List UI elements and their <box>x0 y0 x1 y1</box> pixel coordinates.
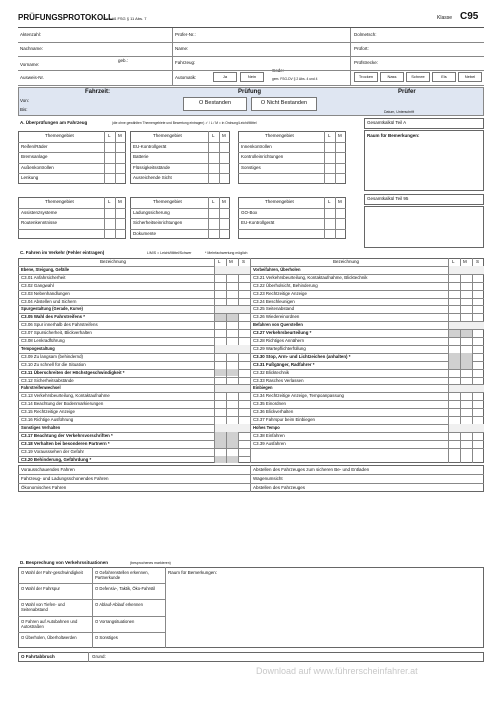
c-item: C3.21 Verkehrsbeurteilung, Kontaktaufnahme, Blicktechnik <box>253 274 368 280</box>
c-item: Befahren von Querstellen <box>253 322 303 328</box>
section-c-title: C. Fahren im Verkehr (Fehler eintragen) <box>20 250 105 255</box>
page-title: PRÜFUNGSPROTOKOLL <box>18 13 113 22</box>
c-score-cell[interactable] <box>448 353 484 361</box>
c-head-M: M <box>463 259 467 264</box>
c-score-cell[interactable] <box>214 337 250 345</box>
c-mid-line <box>250 465 251 492</box>
a-item: EU-Kontrollgerät <box>241 220 275 225</box>
c-item: C3.14 Beachtung der Bodenmarkierungen <box>21 401 104 407</box>
c-score-cell[interactable] <box>448 416 484 424</box>
section-d-title: D. Besprechung von Verkehrssituationen <box>20 560 109 565</box>
bemerkungen-d-label: Raum für Bemerkungen: <box>168 570 218 575</box>
a-item: Außenkontrollen <box>21 164 54 170</box>
page-subtitle: Gemäß FSG § 11 Abs. 7 <box>103 16 147 21</box>
a-score-cell[interactable] <box>104 163 126 174</box>
a-item: Flüssigkeitsstände <box>133 164 171 170</box>
a-score-cell[interactable] <box>208 208 230 219</box>
a-col-L: L <box>328 199 331 204</box>
c-header-shade <box>449 385 484 392</box>
a-col-L: L <box>108 199 111 204</box>
gesamtkalkuel-95-label: Gesamtkalkül Teil 95 <box>367 196 409 201</box>
c-item: C3.05 Wahl des Fahrstreifens * <box>21 314 86 320</box>
c-item: C3.37 Fahrspur beim Einbiegen <box>253 417 315 422</box>
bestanden-button[interactable]: O Bestanden <box>183 97 247 111</box>
a-item: Kontrolleinrichtungen <box>241 154 284 159</box>
a-score-cell[interactable] <box>104 142 126 153</box>
d-row-line <box>92 583 165 584</box>
a-score-cell[interactable] <box>324 163 346 174</box>
a-col-M: M <box>222 199 226 204</box>
bemerkungen-95-box[interactable] <box>364 206 484 248</box>
c-header-shade <box>449 266 484 273</box>
c-score-cell[interactable] <box>448 440 484 448</box>
a-item: Sonstiges <box>241 164 261 170</box>
c-score-cell[interactable] <box>448 329 484 337</box>
a-col-M: M <box>222 133 226 138</box>
c-score-cell[interactable] <box>448 377 484 385</box>
c-item: C3.33 Rasches Verlassen <box>253 377 304 383</box>
c-head-L: L <box>452 259 455 264</box>
c-item: C3.04 Abstellen und Sichern <box>21 298 77 304</box>
c-item: C3.20 Behinderung, Gefährdung * <box>21 456 92 462</box>
d-option-left[interactable]: O Fahren auf Autobahnen und Autostraßen <box>21 618 78 629</box>
a-item: Routenkenntnisse <box>21 220 58 225</box>
weather-2-button[interactable]: Schnee <box>406 72 430 82</box>
a-item: Dokumente <box>133 230 157 236</box>
d-row-line <box>18 599 92 600</box>
a-item: Batterie <box>133 154 149 159</box>
d-row-line <box>18 632 92 633</box>
d-option-left[interactable]: O Überholen, Überholtwerden <box>21 634 77 640</box>
c-score-cell[interactable] <box>214 282 250 290</box>
section-a-title: A. Überprüfungen am Fahrzeug <box>20 120 88 125</box>
c-header-shade <box>449 424 484 431</box>
c-item: C3.22 Überholsicht, Behinderung <box>253 282 318 288</box>
ausweis-label: Ausweis-Nr. <box>20 75 45 80</box>
d-option-right[interactable]: O Ablauf-Ablauf erkennen <box>95 602 143 608</box>
bis-label: Bis: <box>20 107 28 112</box>
bemerkungen-a-label: Raum für Bemerkungen: <box>367 133 420 138</box>
c-item: C3.09 Zu langsam (behindernd) <box>21 353 83 359</box>
name-label: Name: <box>175 46 189 51</box>
c-header-shade <box>449 322 484 329</box>
a-col-L: L <box>212 133 215 138</box>
automatik-label: Automatik: <box>175 75 197 80</box>
c-item: C3.23 Rechtzeitige Anzeige <box>253 290 307 296</box>
a-item: Assistenzsysteme <box>21 209 58 215</box>
d-row-line <box>18 583 92 584</box>
c-item: C3.07 Spursicherheit, Blickverhalten <box>21 330 92 336</box>
c-head-S: S <box>242 259 246 264</box>
c-item: C3.08 Lenkradführung <box>21 338 65 343</box>
c-score-cell[interactable] <box>448 337 484 345</box>
pruefort-label: Prüfort: <box>354 46 369 51</box>
section-c-note-2: * Mehrfachwertung möglich <box>205 251 248 255</box>
d-option-right[interactable]: O Gefahrenstellen erkennen, Partnerkunde <box>95 570 149 581</box>
automatik-nein-button[interactable]: Nein <box>240 72 264 82</box>
a-score-cell[interactable] <box>104 208 126 219</box>
section-d-note: (besprochenes markieren) <box>130 561 171 565</box>
watermark: Download auf www.führerscheinfahrer.at <box>256 666 418 676</box>
c-item: Ebene, Steigung, Gefälle <box>21 266 69 272</box>
c-score-cell[interactable] <box>214 377 250 385</box>
a-col-head: Themengebiet <box>45 199 74 204</box>
gesamtkalkuel-a-label: Gesamtkalkül Teil A <box>367 120 407 125</box>
c-score-cell[interactable] <box>214 329 250 337</box>
c-item: Sonstiges Verhalten <box>21 424 61 430</box>
c-score-cell[interactable] <box>214 274 250 282</box>
c-item: C3.24 Beschleunigen <box>253 298 295 304</box>
d-option-left[interactable]: O Wahl der Fahr-geschwindigkeit <box>21 570 83 575</box>
c-head-bez: Bezeichnung <box>100 259 127 264</box>
grund-label: Grund: <box>92 654 106 659</box>
klasse-label: Klasse <box>437 15 453 21</box>
a-score-cell[interactable] <box>104 173 126 184</box>
a-item: Innenkontrollen <box>241 143 272 149</box>
d-option-right[interactable]: O Defensiv-, Taktik, Öko-Fahrstil <box>95 586 156 592</box>
fahrzeug-label: Fahrzeug: <box>175 60 196 65</box>
vorname-label: Vorname: <box>20 62 40 67</box>
c-score-cell[interactable] <box>214 392 250 400</box>
c-score-cell[interactable] <box>448 290 484 298</box>
code-text: gem. FSG-DV § 2 Abs. 4 und 4 <box>272 77 318 81</box>
c-extra-right: Abstellen des Fahrzeuges zum sicheren Be- und Entladen <box>253 466 370 472</box>
c-item: C3.06 Spur innerhalb des Fahrstreifens <box>21 322 98 328</box>
c-score-cell[interactable] <box>214 353 250 361</box>
fahrtabbruch-checkbox[interactable]: O Fahrtabbruch <box>21 654 55 659</box>
c-item: C3.03 Nebenhandlungen <box>21 290 70 296</box>
pruefer-nr-label: Prüfer-Nr.: <box>175 32 196 37</box>
a-score-cell[interactable] <box>324 208 346 219</box>
a-col-L: L <box>108 133 111 138</box>
c-header-shade <box>215 345 250 352</box>
c-item: C3.26 Wiedereinordnen <box>253 314 300 320</box>
a-score-cell[interactable] <box>208 163 230 174</box>
d-option-left[interactable]: O Wahl der Fahrspur <box>21 586 60 592</box>
a-col-M: M <box>338 199 342 204</box>
datum-label: Datum, Unterschrift <box>384 110 415 114</box>
a-col-head: Themengebiet <box>153 199 182 204</box>
a-item: Bremsanlage <box>21 154 48 159</box>
c-score-cell[interactable] <box>214 440 250 448</box>
a-col-head: Themengebiet <box>265 133 294 138</box>
a-score-cell[interactable] <box>104 152 126 163</box>
c-score-cell[interactable] <box>214 369 250 377</box>
a-item: Ausreichende Sicht <box>133 175 172 180</box>
a-col-M: M <box>118 199 122 204</box>
c-score-cell[interactable] <box>214 361 250 369</box>
c-row-line <box>18 483 484 484</box>
d-option-right[interactable]: O Vorrangsituationen <box>95 618 135 624</box>
a-item: EU-Kontrollgerät <box>133 143 167 149</box>
a-score-cell[interactable] <box>208 142 230 153</box>
c-extra-left: Vorausschauendes Fahren <box>21 466 75 472</box>
c-item: C3.10 Zu schnell für die Situation <box>21 361 86 367</box>
a-col-L: L <box>328 133 331 138</box>
a-score-cell[interactable] <box>104 218 126 229</box>
c-score-cell[interactable] <box>214 432 250 440</box>
a-score-cell[interactable] <box>208 218 230 229</box>
a-score-cell[interactable] <box>208 173 230 184</box>
aktenzahl-label: Aktenzahl: <box>20 32 42 37</box>
d-option-right[interactable]: O Sonstiges <box>95 634 118 640</box>
geb-label: geb.: <box>118 58 129 63</box>
c-header-shade <box>215 424 250 431</box>
a-score-cell[interactable] <box>104 229 126 240</box>
c-head-bez: Bezeichnung <box>333 259 360 264</box>
a-col-M: M <box>338 133 342 138</box>
c-item: C3.19 Vorausssehen der Gefahr <box>21 448 84 454</box>
c-header-shade <box>215 266 250 273</box>
c-item: C3.39 Ausfahren <box>253 440 286 446</box>
pruefer-label: Prüfer <box>398 89 416 95</box>
a-col-head: Themengebiet <box>45 133 74 138</box>
c-item: Einbiegen <box>253 385 273 391</box>
code-label: Code: <box>272 68 285 73</box>
a-score-cell[interactable] <box>324 152 346 163</box>
c-item: Hohes Tempo <box>253 424 280 430</box>
nachname-label: Nachname: <box>20 46 44 51</box>
c-item: C3.36 Blickverhalten <box>253 409 294 415</box>
d-col-line <box>92 567 93 648</box>
c-header-shade <box>215 306 250 313</box>
fahrzeit-label: Fahrzeit: <box>85 89 111 95</box>
von-label: Von: <box>20 98 30 103</box>
a-item: Lenkung <box>21 175 39 180</box>
c-item: C3.17 Beachtung der Verkehrsvorschriften * <box>21 432 113 438</box>
bemerkungen-a-box[interactable] <box>364 130 484 191</box>
a-item: Ladungssicherung <box>133 209 170 215</box>
a-col-M: M <box>118 133 122 138</box>
d-row-line <box>92 616 165 617</box>
c-item: C3.25 Seitenabstand <box>253 306 295 312</box>
weather-1-button[interactable]: Nass <box>380 72 404 82</box>
weather-4-button[interactable]: Nebel <box>458 72 482 82</box>
weather-0-button[interactable]: Trocken <box>354 72 378 82</box>
a-col-head: Themengebiet <box>153 133 182 138</box>
c-item: C3.18 Verhalten bei besonderen Partnern * <box>21 440 110 446</box>
a-score-cell[interactable] <box>208 229 230 240</box>
c-item: C3.11 Überschreiten der Höchstgeschwindigkeit * <box>21 369 125 375</box>
c-item: C3.28 Richtiges Annähern <box>253 338 305 343</box>
c-score-cell[interactable] <box>214 298 250 306</box>
c-extra-left: Fahrzeug- und Ladungsschonendes Fahren <box>21 475 109 481</box>
c-item: Vorbeifahren, Überholen <box>253 266 301 272</box>
a-item: Reifen/Räder <box>21 143 48 149</box>
a-col-head: Themengebiet <box>265 199 294 204</box>
c-item: C3.32 Blicktechnik <box>253 369 290 375</box>
c-item: C3.34 Rechtzeitige Anzeige, Tempoanpassung <box>253 393 344 399</box>
c-item: C3.35 Einordnen <box>253 401 286 407</box>
c-item: C3.30 Stop, Arm- und Lichtzeichen (anhalten) * <box>253 353 351 359</box>
c-extra-left: Ökonomisches Fahren <box>21 484 67 490</box>
c-score-cell[interactable] <box>214 321 250 329</box>
c-score-cell[interactable] <box>448 361 484 369</box>
d-row-line <box>92 599 165 600</box>
a-item: GO-Box <box>241 209 258 215</box>
a-score-cell[interactable] <box>324 218 346 229</box>
c-score-cell[interactable] <box>448 392 484 400</box>
d-row-line <box>92 632 165 633</box>
c-score-cell[interactable] <box>448 448 484 456</box>
c-score-cell[interactable] <box>214 416 250 424</box>
a-score-cell[interactable] <box>324 142 346 153</box>
c-score-cell[interactable] <box>448 298 484 306</box>
c-extra-right: Abstellen des Fahrzeuges <box>253 484 306 490</box>
c-head-L: L <box>218 259 221 264</box>
d-option-left[interactable]: O Wahl von Tiefen- und Seitenabstand <box>21 602 65 613</box>
c-score-cell[interactable] <box>214 456 250 464</box>
c-score-cell[interactable] <box>448 305 484 313</box>
c-score-cell[interactable] <box>214 400 250 408</box>
klasse-value: C95 <box>460 11 479 22</box>
c-score-cell[interactable] <box>448 313 484 321</box>
section-c-note-1: L/M/S = Leicht/Mittel/Schwer <box>147 251 192 255</box>
nicht-bestanden-button[interactable]: O Nicht Bestanden <box>251 97 317 111</box>
c-score-cell[interactable] <box>214 408 250 416</box>
c-score-cell[interactable] <box>448 432 484 440</box>
c-score-cell[interactable] <box>214 290 250 298</box>
c-item: C3.15 Rechtzeitige Anzeige <box>21 409 75 415</box>
dolmetsch-label: Dolmetsch: <box>354 32 377 37</box>
c-score-cell[interactable] <box>214 313 250 321</box>
c-item: C3.13 Verkehrsbeurteilung, Kontaktaufnahme <box>21 393 110 399</box>
c-item: C3.02 Gangwahl <box>21 282 54 288</box>
c-score-cell[interactable] <box>448 274 484 282</box>
c-score-cell[interactable] <box>214 448 250 456</box>
c-head-S: S <box>476 259 480 264</box>
c-item: Spurgestaltung (Gerade, Kurve) <box>21 306 83 312</box>
a-col-L: L <box>212 199 215 204</box>
a-score-cell[interactable] <box>324 173 346 184</box>
c-score-cell[interactable] <box>448 400 484 408</box>
c-item: Fahrstreifenwechsel <box>21 385 61 391</box>
c-item: C3.16 Richtige Ausführung <box>21 417 74 422</box>
c-head-M: M <box>229 259 233 264</box>
c-score-cell[interactable] <box>448 408 484 416</box>
c-score-cell[interactable] <box>448 369 484 377</box>
a-score-cell[interactable] <box>324 229 346 240</box>
weather-3-button[interactable]: Eis <box>432 72 456 82</box>
a-item: Sicherheitseinrichtungen <box>133 220 183 225</box>
c-header-shade <box>215 385 250 392</box>
c-item: C3.27 Verkehrsbeurteilung * <box>253 330 312 336</box>
c-extra-right: Wagenumsicht <box>253 475 283 481</box>
c-item: C3.38 Einfahren <box>253 432 285 438</box>
automatik-ja-button[interactable]: Ja <box>213 72 237 82</box>
d-col-line <box>165 567 166 648</box>
c-item: Tempogestaltung <box>21 345 55 351</box>
c-item: C3.01 Anfahrsicherheit <box>21 274 66 280</box>
section-a-note: (die ohne gewählten Themengebiete und Bewertung eintragen) ✓ / L / M = in Ordnung/Leicht/Mittel <box>112 121 257 125</box>
c-item: C3.31 Fußgänger, Radfahrer * <box>253 361 315 367</box>
c-score-cell[interactable] <box>448 345 484 353</box>
a-score-cell[interactable] <box>208 152 230 163</box>
c-item: C3.12 Sicherheitsabstände <box>21 377 74 383</box>
pruefstrecke-label: Prüfstrecke: <box>354 60 379 65</box>
c-item: C3.29 Wartepflichterfüllung <box>253 345 306 351</box>
pruefung-label: Prüfung <box>238 89 261 95</box>
d-row-line <box>18 616 92 617</box>
c-score-cell[interactable] <box>448 282 484 290</box>
